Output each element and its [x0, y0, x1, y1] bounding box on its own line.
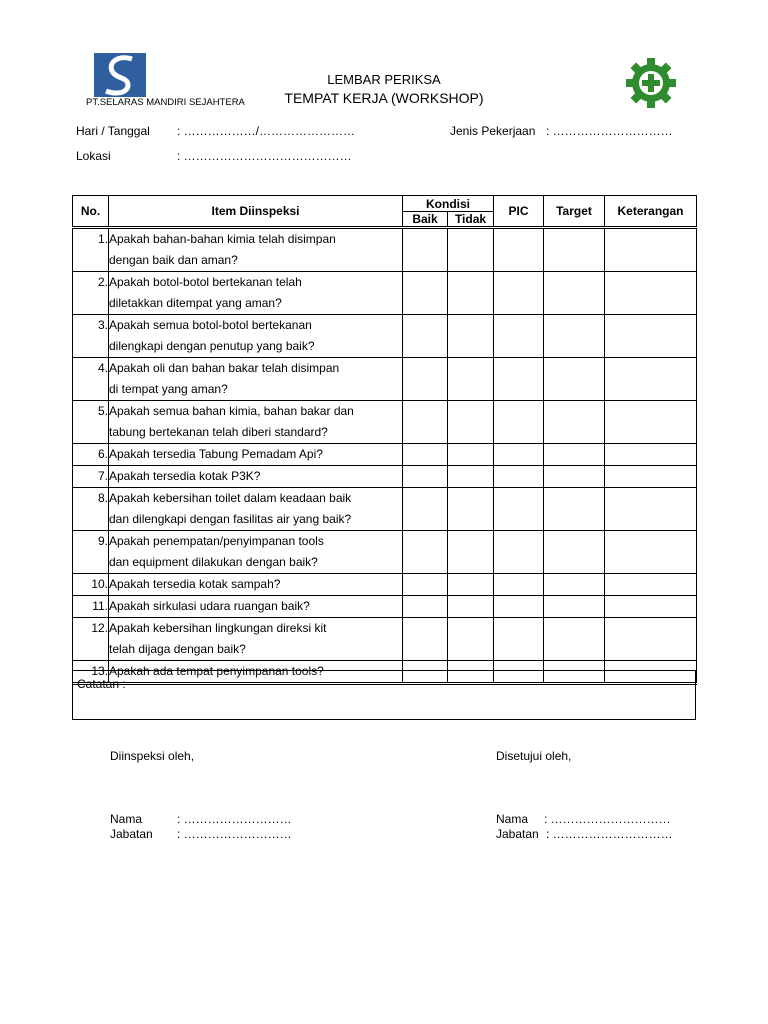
hari-tanggal-field[interactable]: : ………………/…………………… [177, 124, 356, 138]
target-cell[interactable] [544, 401, 605, 444]
pic-cell[interactable] [494, 228, 544, 272]
keterangan-cell[interactable] [605, 228, 697, 272]
row-item-line2: dan dilengkapi dengan fasilitas air yang baik? [109, 512, 352, 526]
target-cell[interactable] [544, 444, 605, 466]
row-number: 5. [73, 401, 109, 444]
row-item-line1: Apakah oli dan bahan bakar telah disimpan [109, 361, 340, 375]
notes-box[interactable] [72, 670, 696, 720]
tidak-cell[interactable] [448, 444, 494, 466]
target-cell[interactable] [544, 488, 605, 531]
row-item [109, 531, 403, 574]
pic-cell[interactable] [494, 574, 544, 596]
keterangan-cell[interactable] [605, 401, 697, 444]
left-nama-label: Nama [110, 812, 143, 826]
tidak-cell[interactable] [448, 358, 494, 401]
left-jabatan-field[interactable]: : ……………………… [177, 827, 292, 841]
tidak-cell[interactable] [448, 315, 494, 358]
row-number: 11. [73, 596, 109, 618]
target-cell[interactable] [544, 315, 605, 358]
row-number: 3. [73, 315, 109, 358]
pic-cell[interactable] [494, 488, 544, 531]
row-item [109, 358, 403, 401]
lokasi-label: Lokasi [76, 149, 111, 163]
hari-tanggal-label: Hari / Tanggal [76, 124, 150, 138]
table-row [73, 596, 697, 618]
tidak-cell[interactable] [448, 272, 494, 315]
jenis-pekerjaan-label: Jenis Pekerjaan [450, 124, 536, 138]
baik-cell[interactable] [403, 272, 448, 315]
row-item-line1: Apakah tersedia kotak P3K? [109, 469, 261, 483]
page-title-line1: LEMBAR PERIKSA [327, 72, 441, 87]
right-nama-field[interactable]: : ………………………… [544, 812, 671, 826]
baik-cell[interactable] [403, 618, 448, 661]
lokasi-field[interactable]: : …………………………………… [177, 149, 352, 163]
tidak-cell[interactable] [448, 596, 494, 618]
tidak-cell[interactable] [448, 618, 494, 661]
keterangan-cell[interactable] [605, 466, 697, 488]
table-row [73, 444, 697, 466]
row-item-line2: tabung bertekanan telah diberi standard? [109, 425, 328, 439]
row-number: 9. [73, 531, 109, 574]
baik-cell[interactable] [403, 531, 448, 574]
row-item-line1: Apakah botol-botol bertekanan telah [109, 275, 302, 289]
row-number: 13. [73, 661, 109, 684]
row-number: 12. [73, 618, 109, 661]
target-cell[interactable] [544, 358, 605, 401]
left-nama-field[interactable]: : ……………………… [177, 812, 292, 826]
baik-cell[interactable] [403, 358, 448, 401]
row-item [109, 228, 403, 272]
table-row [73, 574, 697, 596]
header-no: No. [73, 196, 109, 228]
header-target: Target [544, 196, 605, 228]
table-row [73, 272, 697, 315]
row-item [109, 315, 403, 358]
tidak-cell[interactable] [448, 574, 494, 596]
row-item-line1: Apakah kebersihan toilet dalam keadaan baik [109, 491, 352, 505]
header-item: Item Diinspeksi [109, 196, 403, 228]
right-jabatan-field[interactable]: : ………………………… [546, 827, 673, 841]
row-item [109, 574, 403, 596]
page-title-line2: TEMPAT KERJA (WORKSHOP) [284, 90, 484, 106]
baik-cell[interactable] [403, 315, 448, 358]
row-number: 7. [73, 466, 109, 488]
header-tidak: Tidak [448, 212, 494, 228]
baik-cell[interactable] [403, 488, 448, 531]
pic-cell[interactable] [494, 401, 544, 444]
row-item [109, 444, 403, 466]
table-row [73, 315, 697, 358]
row-item-line1: Apakah kebersihan lingkungan direksi kit [109, 621, 327, 635]
baik-cell[interactable] [403, 466, 448, 488]
pic-cell[interactable] [494, 272, 544, 315]
header-kondisi: Kondisi [403, 196, 494, 212]
company-name: PT.SELARAS MANDIRI SEJAHTERA [86, 97, 245, 108]
row-number: 1. [73, 228, 109, 272]
row-item-line1: Apakah semua botol-botol bertekanan [109, 318, 312, 332]
row-item-line1: Apakah sirkulasi udara ruangan baik? [109, 599, 310, 613]
pic-cell[interactable] [494, 596, 544, 618]
jenis-pekerjaan-field[interactable]: : ………………………… [546, 124, 673, 138]
row-number: 10. [73, 574, 109, 596]
table-row [73, 488, 697, 531]
keterangan-cell[interactable] [605, 315, 697, 358]
row-item-line1: Apakah semua bahan kimia, bahan bakar dan [109, 404, 354, 418]
left-jabatan-label: Jabatan [110, 827, 153, 841]
target-cell[interactable] [544, 272, 605, 315]
pic-cell[interactable] [494, 358, 544, 401]
row-item-line1: Apakah tersedia Tabung Pemadam Api? [109, 447, 323, 461]
keterangan-cell[interactable] [605, 618, 697, 661]
inspected-by-label: Diinspeksi oleh, [110, 749, 195, 763]
keterangan-cell[interactable] [605, 531, 697, 574]
row-item-line2: di tempat yang aman? [109, 382, 228, 396]
row-number: 8. [73, 488, 109, 531]
row-item-line1: Apakah bahan-bahan kimia telah disimpan [109, 232, 336, 246]
target-cell[interactable] [544, 618, 605, 661]
row-item [109, 401, 403, 444]
baik-cell[interactable] [403, 228, 448, 272]
row-item [109, 618, 403, 661]
baik-cell[interactable] [403, 444, 448, 466]
row-number: 2. [73, 272, 109, 315]
keterangan-cell[interactable] [605, 358, 697, 401]
tidak-cell[interactable] [448, 228, 494, 272]
target-cell[interactable] [544, 574, 605, 596]
approved-by-label: Disetujui oleh, [496, 749, 572, 763]
row-item-line2: dan equipment dilakukan dengan baik? [109, 555, 318, 569]
keterangan-cell[interactable] [605, 444, 697, 466]
header-baik: Baik [403, 212, 448, 228]
row-item-line1: Apakah ada tempat penyimpanan tools? [109, 664, 324, 678]
pic-cell[interactable] [494, 618, 544, 661]
row-item [109, 466, 403, 488]
tidak-cell[interactable] [448, 531, 494, 574]
header-keterangan: Keterangan [605, 196, 697, 228]
keterangan-cell[interactable] [605, 596, 697, 618]
keterangan-cell[interactable] [605, 488, 697, 531]
row-item-line2: telah dijaga dengan baik? [109, 642, 246, 656]
right-jabatan-label: Jabatan [496, 827, 539, 841]
keterangan-cell[interactable] [605, 272, 697, 315]
pic-cell[interactable] [494, 315, 544, 358]
table-row [73, 466, 697, 488]
baik-cell[interactable] [403, 574, 448, 596]
table-row [73, 531, 697, 574]
table-row [73, 228, 697, 272]
baik-cell[interactable] [403, 401, 448, 444]
row-item [109, 488, 403, 531]
pic-cell[interactable] [494, 466, 544, 488]
tidak-cell[interactable] [448, 488, 494, 531]
table-row [73, 401, 697, 444]
row-item-line2: dilengkapi dengan penutup yang baik? [109, 339, 315, 353]
row-item-line1: Apakah tersedia kotak sampah? [109, 577, 281, 591]
target-cell[interactable] [544, 228, 605, 272]
target-cell[interactable] [544, 531, 605, 574]
keterangan-cell[interactable] [605, 574, 697, 596]
row-number: 4. [73, 358, 109, 401]
target-cell[interactable] [544, 466, 605, 488]
inspection-table [72, 195, 697, 685]
baik-cell[interactable] [403, 596, 448, 618]
table-row [73, 358, 697, 401]
row-item [109, 272, 403, 315]
notes-label: Catatan : [77, 677, 126, 691]
row-item [109, 596, 403, 618]
tidak-cell[interactable] [448, 401, 494, 444]
row-item-line2: dengan baik dan aman? [109, 253, 238, 267]
header-pic: PIC [494, 196, 544, 228]
row-item-line2: diletakkan ditempat yang aman? [109, 296, 282, 310]
right-nama-label: Nama [496, 812, 529, 826]
pic-cell[interactable] [494, 444, 544, 466]
pic-cell[interactable] [494, 531, 544, 574]
tidak-cell[interactable] [448, 466, 494, 488]
row-number: 6. [73, 444, 109, 466]
table-body [73, 228, 697, 684]
target-cell[interactable] [544, 596, 605, 618]
k3-safety-gear-icon [624, 56, 678, 110]
table-row [73, 618, 697, 661]
row-item-line1: Apakah penempatan/penyimpanan tools [109, 534, 324, 548]
